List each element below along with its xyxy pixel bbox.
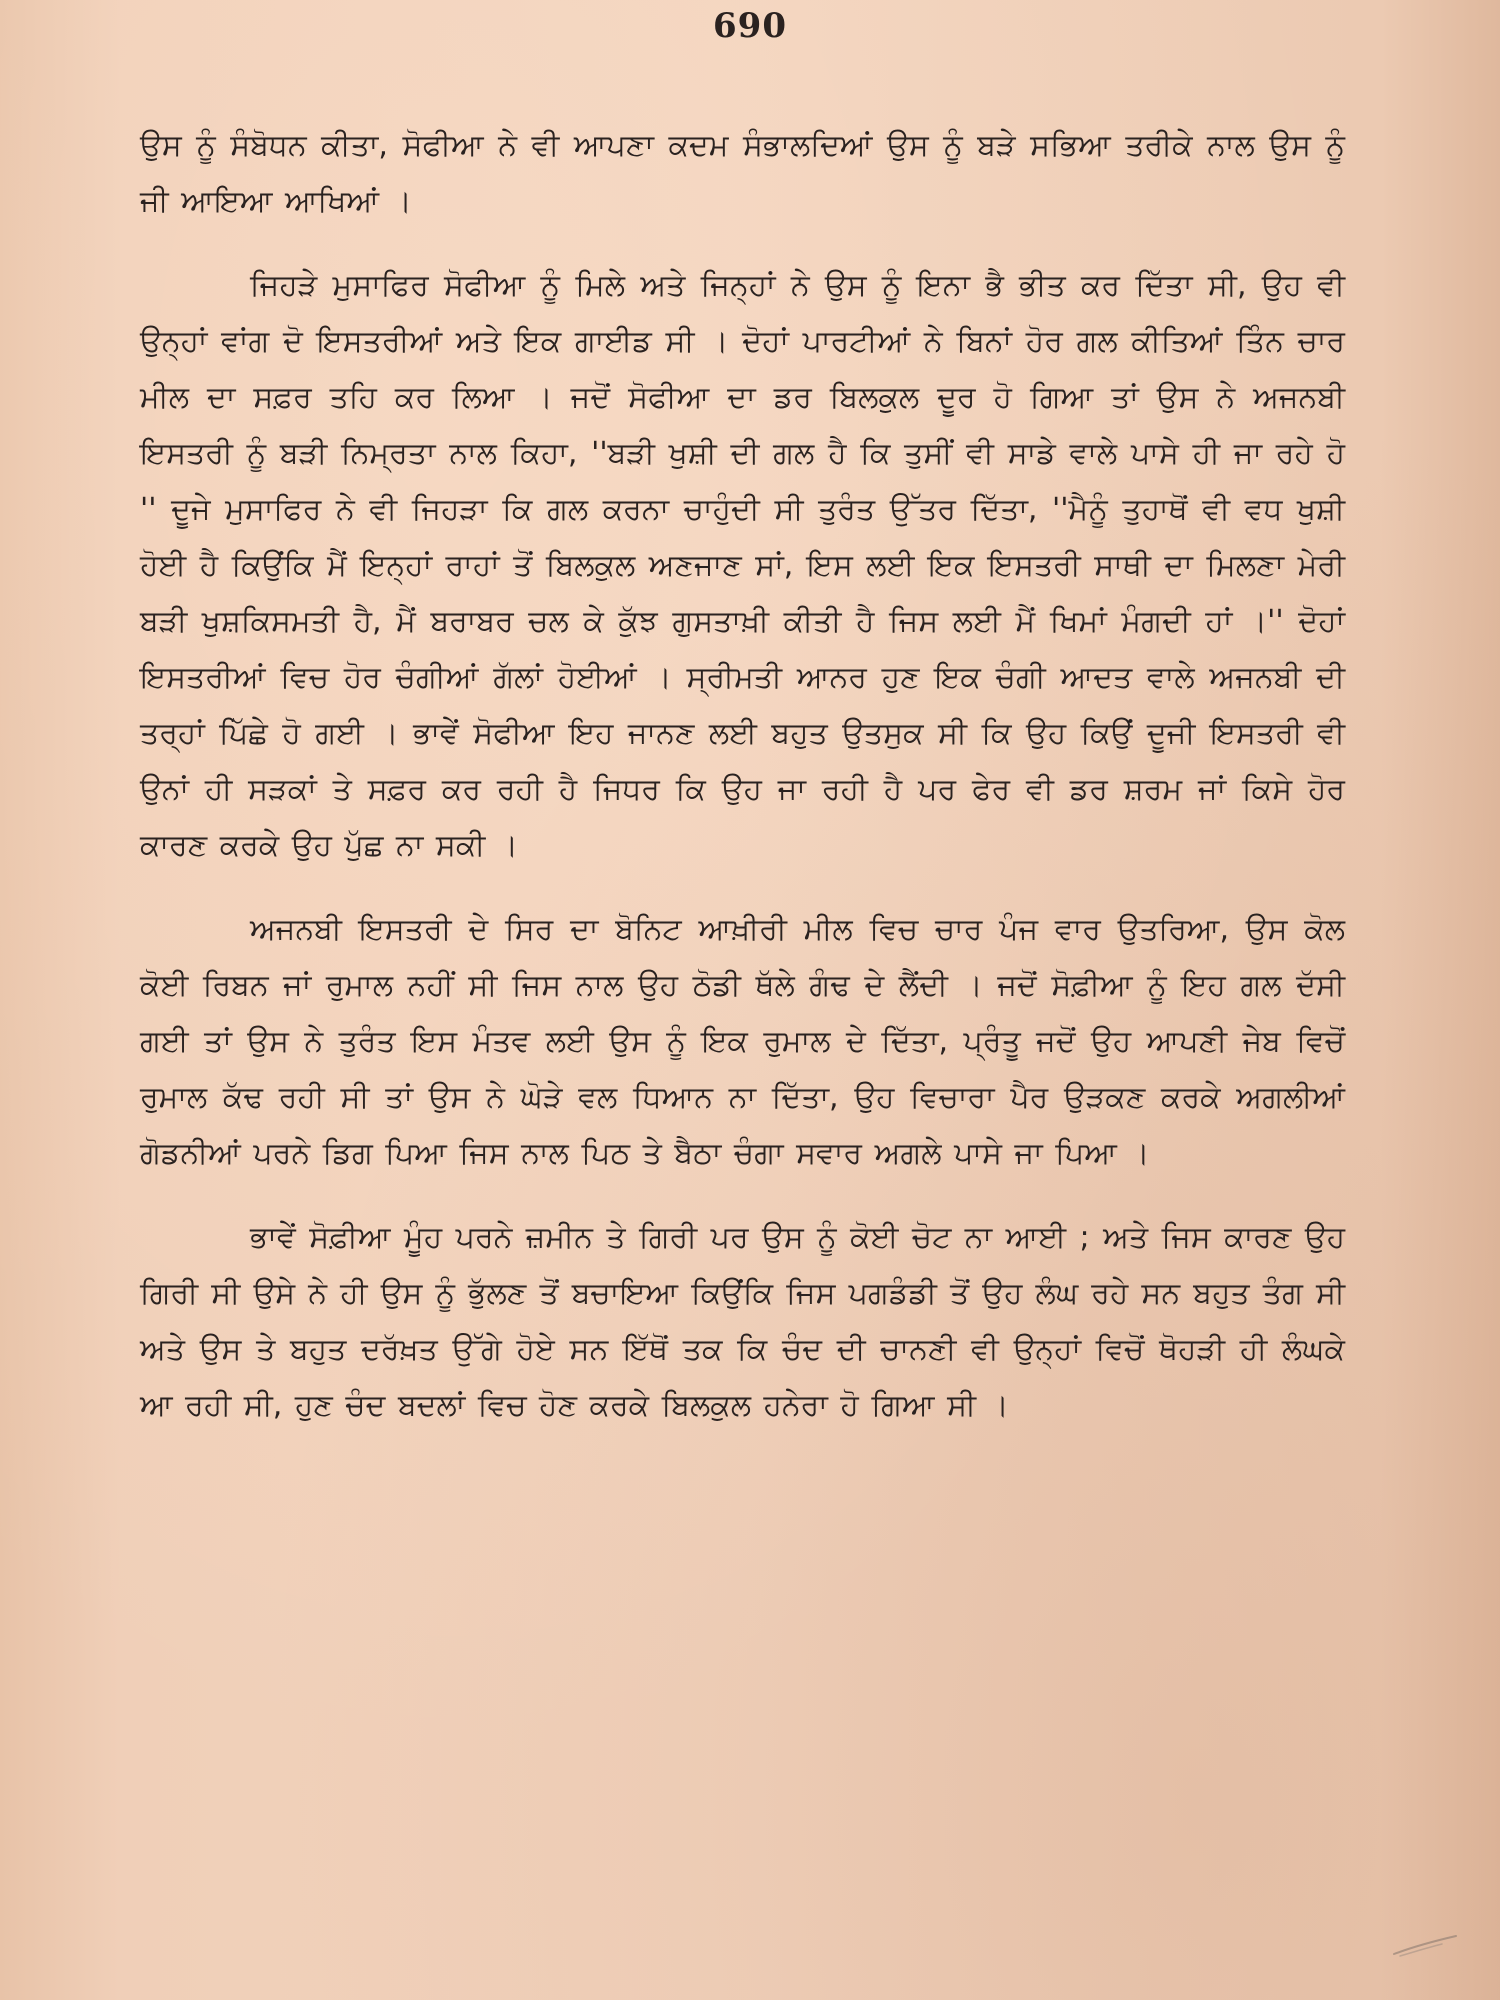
pencil-stroke-icon xyxy=(1390,1930,1460,1960)
paragraph-gap xyxy=(140,1182,1345,1210)
paragraph-gap xyxy=(140,230,1345,258)
paragraph-1: ਉਸ ਨੂੰ ਸੰਬੋਧਨ ਕੀਤਾ, ਸੋਫੀਆ ਨੇ ਵੀ ਆਪਣਾ ਕਦਮ ਸੰਭਾਲਦਿਆਂ ਉਸ ਨੂੰ ਬੜੇ ਸਭਿਆ ਤਰੀਕੇ ਨਾਲ ਉਸ ਨੂੰ ਜੀ ਆਇਆ ਆਖਿਆਂ । xyxy=(140,128,1345,219)
paragraph-3: ਅਜਨਬੀ ਇਸਤਰੀ ਦੇ ਸਿਰ ਦਾ ਬੋਨਿਟ ਆਖ਼ੀਰੀ ਮੀਲ ਵਿਚ ਚਾਰ ਪੰਜ ਵਾਰ ਉਤਰਿਆ, ਉਸ ਕੋਲ ਕੋਈ ਰਿਬਨ ਜਾਂ ਰੁਮਾਲ ਨਹੀਂ ਸੀ ਜਿਸ ਨਾਲ ਉਹ ਠੋਡੀ ਥੱਲੇ ਗੰਢ ਦੇ ਲੈਂਦੀ । ਜਦੋਂ ਸੋਫ਼ੀਆ ਨੂੰ ਇਹ ਗਲ ਦੱਸੀ ਗਈ ਤਾਂ ਉਸ ਨੇ ਤੁਰੰਤ ਇਸ ਮੰਤਵ ਲਈ ਉਸ ਨੂੰ ਇਕ ਰੁਮਾਲ ਦੇ ਦਿੱਤਾ, ਪ੍ਰੰਤੂ ਜਦੋਂ ਉਹ ਆਪਣੀ ਜੇਬ ਵਿਚੋਂ ਰੁਮਾਲ ਕੱਢ ਰਹੀ ਸੀ ਤਾਂ ਉਸ ਨੇ ਘੋੜੇ ਵਲ ਧਿਆਨ ਨਾ ਦਿੱਤਾ, ਉਹ ਵਿਚਾਰਾ ਪੈਰ ਉੜਕਣ ਕਰਕੇ ਅਗਲੀਆਂ ਗੋਡਨੀਆਂ ਪਰਨੇ ਡਿਗ ਪਿਆ ਜਿਸ ਨਾਲ ਪਿਠ ਤੇ ਬੈਠਾ ਚੰਗਾ ਸਵਾਰ ਅਗਲੇ ਪਾਸੇ ਜਾ ਪਿਆ । xyxy=(140,912,1346,1171)
paragraph-gap xyxy=(140,874,1345,902)
paragraph-2: ਜਿਹੜੇ ਮੁਸਾਫਿਰ ਸੋਫੀਆ ਨੂੰ ਮਿਲੇ ਅਤੇ ਜਿਨ੍ਹਾਂ ਨੇ ਉਸ ਨੂੰ ਇਨਾ ਭੈ ਭੀਤ ਕਰ ਦਿੱਤਾ ਸੀ, ਉਹ ਵੀ ਉਨ੍ਹਾਂ ਵਾਂਗ ਦੋ ਇਸਤਰੀਆਂ ਅਤੇ ਇਕ ਗਾਈਡ ਸੀ । ਦੋਹਾਂ ਪਾਰਟੀਆਂ ਨੇ ਬਿਨਾਂ ਹੋਰ ਗਲ ਕੀਤਿਆਂ ਤਿੰਨ ਚਾਰ ਮੀਲ ਦਾ ਸਫ਼ਰ ਤਹਿ ਕਰ ਲਿਆ । ਜਦੋਂ ਸੋਫੀਆ ਦਾ ਡਰ ਬਿਲਕੁਲ ਦੂਰ ਹੋ ਗਿਆ ਤਾਂ ਉਸ ਨੇ ਅਜਨਬੀ ਇਸਤਰੀ ਨੂੰ ਬੜੀ ਨਿਮ੍ਰਤਾ ਨਾਲ ਕਿਹਾ, ''ਬੜੀ ਖੁਸ਼ੀ ਦੀ ਗਲ ਹੈ ਕਿ ਤੁਸੀਂ ਵੀ ਸਾਡੇ ਵਾਲੇ ਪਾਸੇ ਹੀ ਜਾ ਰਹੇ ਹੋ '' ਦੂਜੇ ਮੁਸਾਫਿਰ ਨੇ ਵੀ ਜਿਹੜਾ ਕਿ ਗਲ ਕਰਨਾ ਚਾਹੁੰਦੀ ਸੀ ਤੁਰੰਤ ਉੱਤਰ ਦਿੱਤਾ, ''ਮੈਨੂੰ ਤੁਹਾਥੋਂ ਵੀ ਵਧ ਖੁਸ਼ੀ ਹੋਈ ਹੈ ਕਿਉਂਕਿ ਮੈਂ ਇਨ੍ਹਾਂ ਰਾਹਾਂ ਤੋਂ ਬਿਲਕੁਲ ਅਣਜਾਣ ਸਾਂ, ਇਸ ਲਈ ਇਕ ਇਸਤਰੀ ਸਾਥੀ ਦਾ ਮਿਲਣਾ ਮੇਰੀ ਬੜੀ ਖੁਸ਼ਕਿਸਮਤੀ ਹੈ, ਮੈਂ ਬਰਾਬਰ ਚਲ ਕੇ ਕੁੱਝ ਗੁਸਤਾਖ਼ੀ ਕੀਤੀ ਹੈ ਜਿਸ ਲਈ ਮੈਂ ਖਿਮਾਂ ਮੰਗਦੀ ਹਾਂ ।'' ਦੋਹਾਂ ਇਸਤਰੀਆਂ ਵਿਚ ਹੋਰ ਚੰਗੀਆਂ ਗੱਲਾਂ ਹੋਈਆਂ । ਸ੍ਰੀਮਤੀ ਆਨਰ ਹੁਣ ਇਕ ਚੰਗੀ ਆਦਤ ਵਾਲੇ ਅਜਨਬੀ ਦੀ ਤਰ੍ਹਾਂ ਪਿੱਛੇ ਹੋ ਗਈ । ਭਾਵੇਂ ਸੋਫੀਆ ਇਹ ਜਾਨਣ ਲਈ ਬਹੁਤ ਉਤਸੁਕ ਸੀ ਕਿ ਉਹ ਕਿਉਂ ਦੂਜੀ ਇਸਤਰੀ ਵੀ ਉਨਾਂ ਹੀ ਸੜਕਾਂ ਤੇ ਸਫ਼ਰ ਕਰ ਰਹੀ ਹੈ ਜਿਧਰ ਕਿ ਉਹ ਜਾ ਰਹੀ ਹੈ ਪਰ ਫੇਰ ਵੀ ਡਰ ਸ਼ਰਮ ਜਾਂ ਕਿਸੇ ਹੋਰ ਕਾਰਣ ਕਰਕੇ ਉਹ ਪੁੱਛ ਨਾ ਸਕੀ । xyxy=(140,268,1345,863)
paragraph-4: ਭਾਵੇਂ ਸੋਫ਼ੀਆ ਮੂੰਹ ਪਰਨੇ ਜ਼ਮੀਨ ਤੇ ਗਿਰੀ ਪਰ ਉਸ ਨੂੰ ਕੋਈ ਚੋਟ ਨਾ ਆਈ ; ਅਤੇ ਜਿਸ ਕਾਰਣ ਉਹ ਗਿਰੀ ਸੀ ਉਸੇ ਨੇ ਹੀ ਉਸ ਨੂੰ ਭੁੱਲਣ ਤੋਂ ਬਚਾਇਆ ਕਿਉਂਕਿ ਜਿਸ ਪਗਡੰਡੀ ਤੋਂ ਉਹ ਲੰਘ ਰਹੇ ਸਨ ਬਹੁਤ ਤੰਗ ਸੀ ਅਤੇ ਉਸ ਤੇ ਬਹੁਤ ਦਰੱਖ਼ਤ ਉੱਗੇ ਹੋਏ ਸਨ ਇੱਥੋਂ ਤਕ ਕਿ ਚੰਦ ਦੀ ਚਾਨਣੀ ਵੀ ਉਨ੍ਹਾਂ ਵਿਚੋਂ ਥੋਹੜੀ ਹੀ ਲੰਘਕੇ ਆ ਰਹੀ ਸੀ, ਹੁਣ ਚੰਦ ਬਦਲਾਂ ਵਿਚ ਹੋਣ ਕਰਕੇ ਬਿਲਕੁਲ ਹਨੇਰਾ ਹੋ ਗਿਆ ਸੀ । xyxy=(140,1220,1345,1423)
page-body xyxy=(140,118,1345,1434)
page-number: 690 xyxy=(713,6,787,46)
